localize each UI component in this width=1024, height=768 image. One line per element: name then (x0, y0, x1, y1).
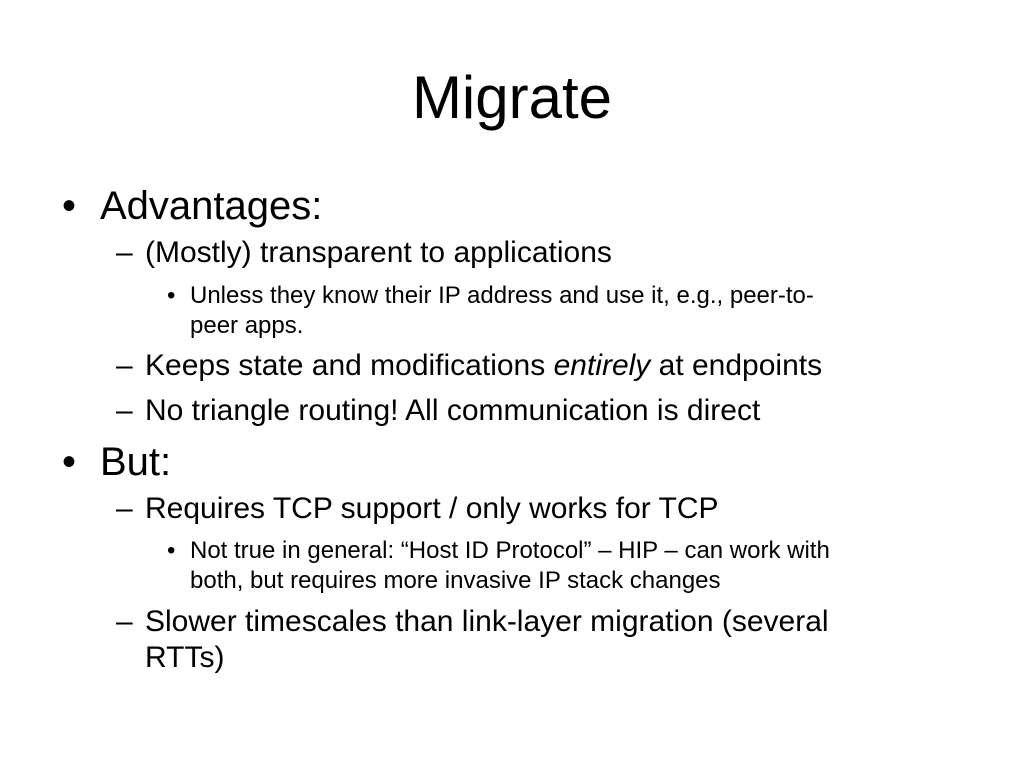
emphasized-text: entirely (553, 349, 651, 382)
bullet-advantages-label: Advantages: (100, 184, 323, 228)
bullet-marker: • (62, 184, 77, 228)
dash-marker: – (116, 492, 133, 525)
text-line: peer apps. (190, 312, 304, 339)
sub-bullet-requires-tcp-text: Requires TCP support / only works for TCP (145, 492, 719, 525)
dash-marker: – (116, 236, 133, 269)
text-line: RTTs) (145, 641, 225, 674)
sub-bullet-triangle-routing-text: No triangle routing! All communication is direct (145, 394, 761, 427)
sub-bullet-keeps-state-text (145, 348, 822, 384)
bullet-marker: • (62, 440, 77, 484)
slide-title: Migrate (411, 64, 613, 131)
sub-sub-bullet-hip-text (190, 536, 830, 596)
text-line: Unless they know their IP address and use it, e.g., peer-to- (190, 282, 814, 309)
dash-marker: – (116, 394, 133, 427)
sub-bullet-transparent-text: (Mostly) transparent to applications (145, 236, 612, 269)
sub-sub-bullet-ip-address-text (190, 281, 814, 341)
text-line: Not true in general: “Host ID Protocol” – HIP – can work with (190, 537, 830, 564)
sub-bullet-slower-timescales-text (145, 604, 829, 676)
small-bullet-marker: • (167, 537, 176, 564)
text-segment: Keeps state and modifications (145, 349, 554, 382)
text-line: Slower timescales than link-layer migration (several (145, 605, 829, 638)
bullet-but-label: But: (100, 440, 172, 484)
dash-marker: – (116, 605, 133, 638)
dash-marker: – (116, 349, 133, 382)
text-segment: at endpoints (650, 349, 823, 382)
small-bullet-marker: • (167, 282, 176, 309)
text-line: both, but requires more invasive IP stack changes (190, 567, 721, 594)
